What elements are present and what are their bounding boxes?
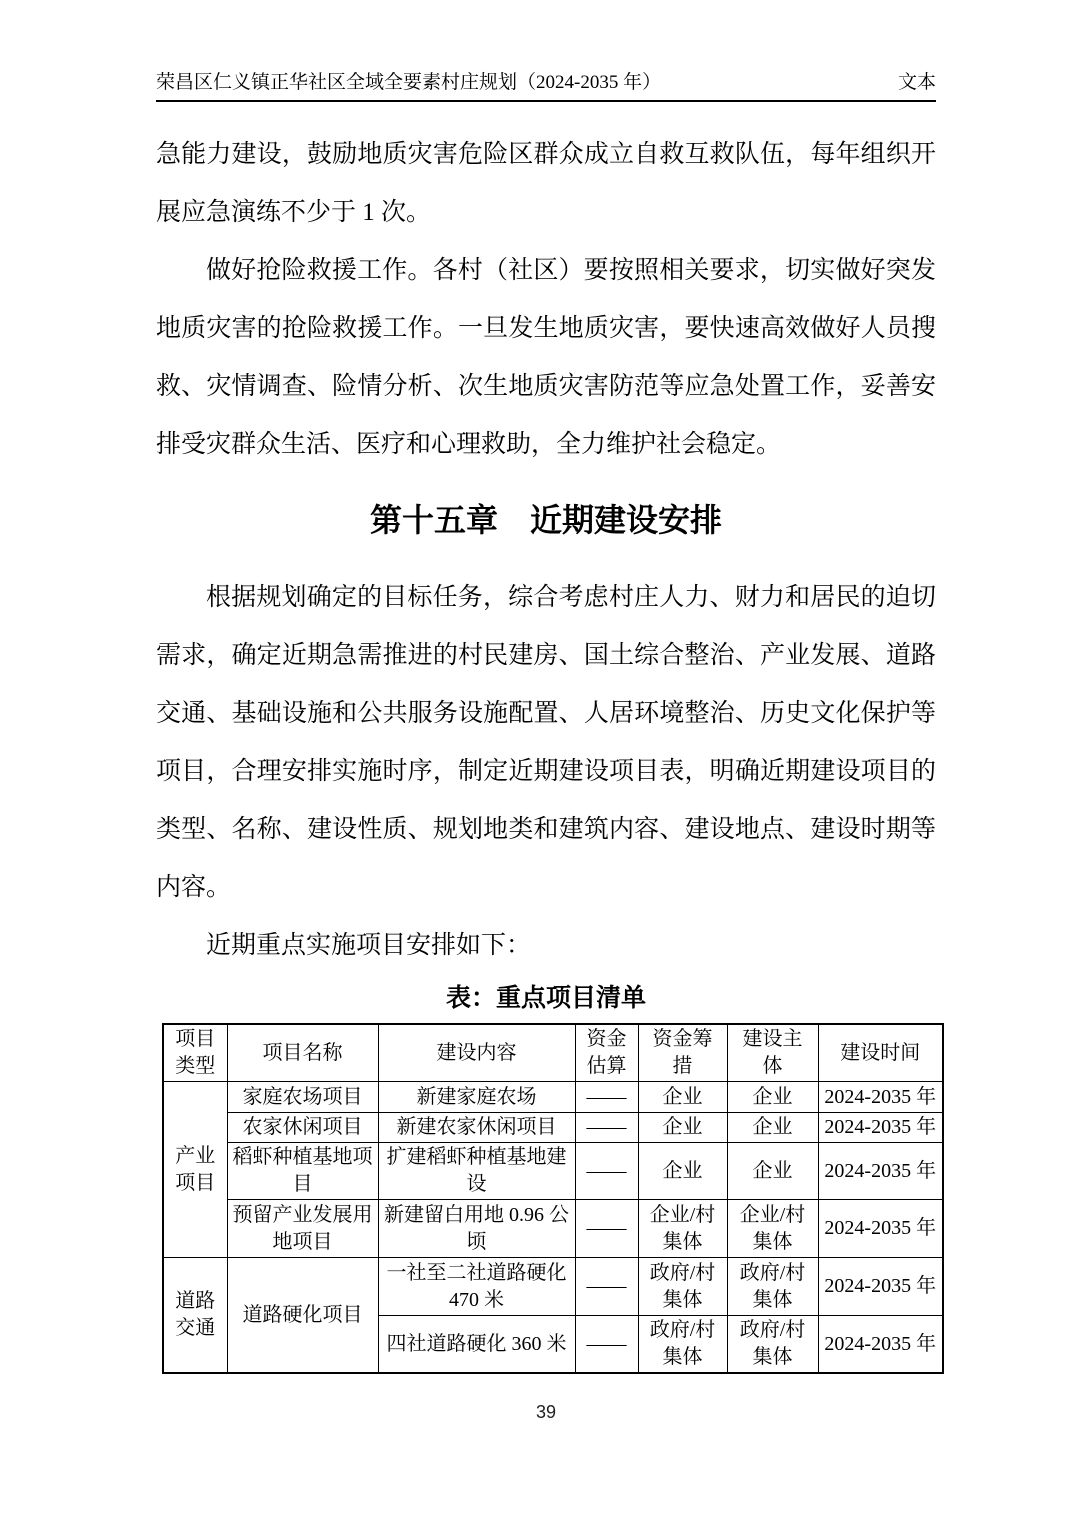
col-header-construction-period: 建设时间: [818, 1024, 943, 1082]
period-cell: 2024-2035 年: [818, 1082, 943, 1113]
paragraph-planning-tasks: 根据规划确定的目标任务，综合考虑村庄人力、财力和居民的迫切需求，确定近期急需推进的村民建房、国土综合整治、产业发展、道路交通、基础设施和公共服务设施配置、人居环境整治、历史文化保护等项目，合理安排实施时序，制定近期建设项目表，明确近期建设项目的类型、名称、建设性质、规划地类和建筑内容、建设地点、建设时期等内容。: [156, 584, 936, 901]
estimate-cell: ——: [575, 1316, 638, 1374]
period-cell: 2024-2035 年: [818, 1143, 943, 1200]
builder-cell: 企业/村集体: [727, 1200, 818, 1258]
period-cell: 2024-2035 年: [818, 1113, 943, 1143]
estimate-cell: ——: [575, 1258, 638, 1316]
table-header-row: [163, 1024, 943, 1082]
funding-cell: 企业: [638, 1113, 727, 1143]
project-name-cell: 家庭农场项目: [227, 1082, 378, 1113]
header-document-title: 荣昌区仁义镇正华社区全域全要素村庄规划（2024-2035 年）: [156, 72, 662, 93]
category-cell-roads: 道路交通: [163, 1258, 227, 1374]
col-header-fund-estimate: 资金估算: [575, 1024, 638, 1082]
table-row: [163, 1258, 943, 1316]
content-cell: 新建留白用地 0.96 公顷: [378, 1200, 575, 1258]
estimate-cell: ——: [575, 1200, 638, 1258]
content-cell: 扩建稻虾种植基地建设: [378, 1143, 575, 1200]
col-header-project-name: 项目名称: [227, 1024, 378, 1082]
content-cell: 新建农家休闲项目: [378, 1113, 575, 1143]
chapter-heading: 第十五章 近期建设安排: [369, 502, 722, 538]
col-header-builder: 建设主体: [727, 1024, 818, 1082]
running-header: [156, 71, 936, 102]
col-header-project-type: 项目类型: [163, 1024, 227, 1082]
builder-cell: 企业: [727, 1113, 818, 1143]
category-cell-industry: 产业项目: [163, 1082, 227, 1258]
paragraph-emergency-drill: 急能力建设，鼓励地质灾害危险区群众成立自救互救队伍，每年组织开展应急演练不少于 1 次。: [156, 141, 936, 226]
period-cell: 2024-2035 年: [818, 1316, 943, 1374]
funding-cell: 企业: [638, 1082, 727, 1113]
period-cell: 2024-2035 年: [818, 1258, 943, 1316]
period-cell: 2024-2035 年: [818, 1200, 943, 1258]
estimate-cell: ——: [575, 1082, 638, 1113]
paragraph-rescue-work: 做好抢险救援工作。各村（社区）要按照相关要求，切实做好突发地质灾害的抢险救援工作。一旦发生地质灾害，要快速高效做好人员搜救、灾情调查、险情分析、次生地质灾害防范等应急处置工作，妥善安排受灾群众生活、医疗和心理救助，全力维护社会稳定。: [156, 257, 936, 458]
builder-cell: 企业: [727, 1143, 818, 1200]
estimate-cell: ——: [575, 1113, 638, 1143]
content-cell: 新建家庭农场: [378, 1082, 575, 1113]
header-doc-type-label: 文本: [897, 72, 936, 93]
content-cell: 四社道路硬化 360 米: [378, 1316, 575, 1374]
table-row: [163, 1200, 943, 1258]
col-header-fund-raising: 资金筹措: [638, 1024, 727, 1082]
project-name-cell: 稻虾种植基地项目: [227, 1143, 378, 1200]
table-row: [163, 1143, 943, 1200]
table-title: 表：重点项目清单: [445, 985, 646, 1012]
key-projects-table: [162, 1023, 944, 1374]
funding-cell: 企业: [638, 1143, 727, 1200]
col-header-construction-content: 建设内容: [378, 1024, 575, 1082]
funding-cell: 政府/村集体: [638, 1258, 727, 1316]
content-cell: 一社至二社道路硬化 470 米: [378, 1258, 575, 1316]
project-name-cell: 农家休闲项目: [227, 1113, 378, 1143]
table-row: [163, 1113, 943, 1143]
builder-cell: 政府/村集体: [727, 1316, 818, 1374]
project-name-cell: 道路硬化项目: [227, 1258, 378, 1374]
estimate-cell: ——: [575, 1143, 638, 1200]
table-row: [163, 1082, 943, 1113]
page-number: 39: [535, 1402, 557, 1422]
funding-cell: 政府/村集体: [638, 1316, 727, 1374]
paragraph-projects-intro: 近期重点实施项目安排如下：: [206, 932, 532, 959]
project-name-cell: 预留产业发展用地项目: [227, 1200, 378, 1258]
funding-cell: 企业/村集体: [638, 1200, 727, 1258]
builder-cell: 企业: [727, 1082, 818, 1113]
builder-cell: 政府/村集体: [727, 1258, 818, 1316]
document-body: [156, 102, 936, 1374]
